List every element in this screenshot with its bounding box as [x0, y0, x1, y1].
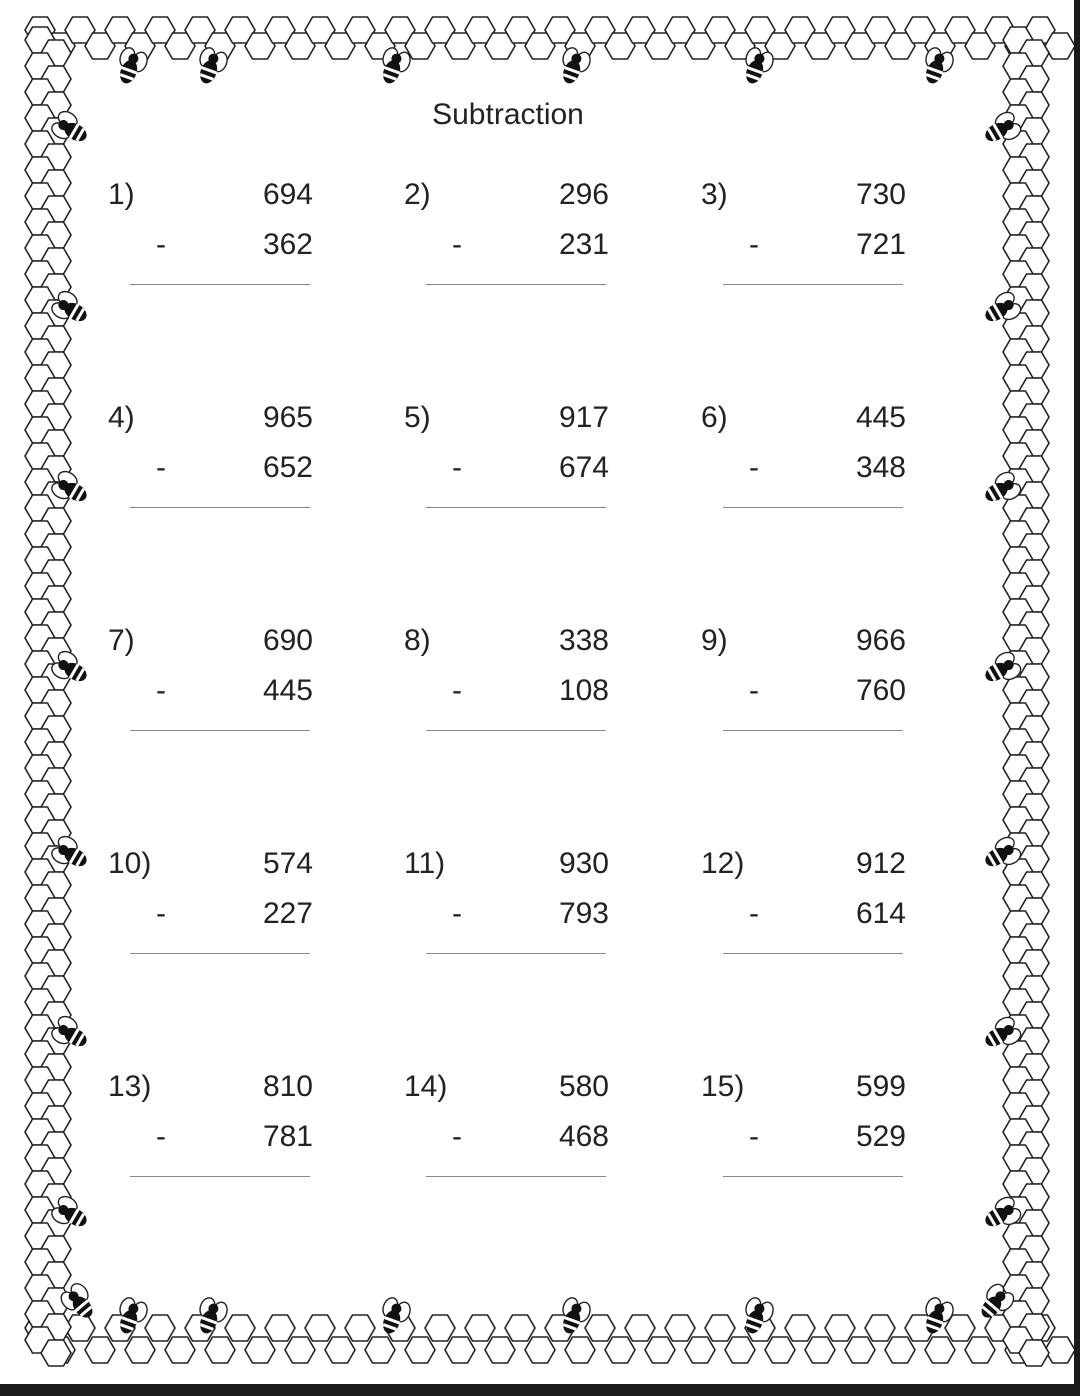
problem-number: 4): [108, 401, 135, 434]
subtraction-problem: [701, 1070, 906, 1200]
problem-number: 15): [701, 1070, 745, 1103]
minus-sign: -: [749, 1120, 759, 1153]
subtraction-problem: [404, 178, 609, 308]
minuend: 730: [855, 178, 906, 211]
hexagon-cell: [625, 1315, 655, 1341]
minus-sign: -: [156, 1120, 166, 1153]
hexagon-cell: [665, 1315, 695, 1341]
problem-number: 6): [701, 401, 728, 434]
hexagon-cell: [165, 1337, 195, 1363]
minus-sign: -: [452, 1120, 462, 1153]
subtrahend: 445: [262, 674, 313, 707]
hexagon-cell: [285, 1337, 315, 1363]
answer-line: [130, 507, 310, 508]
subtrahend: 529: [855, 1120, 906, 1153]
hexagon-cell: [805, 1337, 835, 1363]
problem-number: 14): [404, 1070, 448, 1103]
subtraction-problem: [108, 624, 313, 754]
minus-sign: -: [156, 451, 166, 484]
hexagon-cell: [425, 1315, 455, 1341]
minus-sign: -: [749, 228, 759, 261]
hexagon-cell: [645, 1337, 675, 1363]
problem-number: 13): [108, 1070, 152, 1103]
hexagon-cell: [225, 1315, 255, 1341]
minuend: 810: [262, 1070, 313, 1103]
minuend: 912: [855, 847, 906, 880]
problem-number: 7): [108, 624, 135, 657]
hexagon-cell: [125, 1337, 155, 1363]
hexagon-cell: [585, 1315, 615, 1341]
hexagon-cell: [685, 1337, 715, 1363]
subtraction-problem: [701, 624, 906, 754]
subtrahend: 652: [262, 451, 313, 484]
hexagon-cell: [725, 1337, 755, 1363]
hexagon-cell: [505, 1315, 535, 1341]
minus-sign: -: [452, 674, 462, 707]
subtraction-problem: [701, 401, 906, 531]
problem-number: 10): [108, 847, 152, 880]
answer-line: [426, 284, 606, 285]
minuend: 694: [262, 178, 313, 211]
minus-sign: -: [749, 451, 759, 484]
page-title: Subtraction: [432, 98, 584, 131]
minuend: 930: [558, 847, 609, 880]
subtrahend: 468: [558, 1120, 609, 1153]
minus-sign: -: [452, 228, 462, 261]
subtraction-problem: [701, 178, 906, 308]
subtraction-problem: [404, 1070, 609, 1200]
answer-line: [723, 1176, 903, 1177]
subtrahend: 674: [558, 451, 609, 484]
subtraction-problem: [108, 1070, 313, 1200]
problem-number: 9): [701, 624, 728, 657]
minus-sign: -: [156, 674, 166, 707]
answer-line: [723, 730, 903, 731]
subtraction-problem: [404, 624, 609, 754]
minuend: 574: [262, 847, 313, 880]
subtrahend: 781: [262, 1120, 313, 1153]
answer-line: [130, 1176, 310, 1177]
minuend: 445: [855, 401, 906, 434]
subtrahend: 793: [558, 897, 609, 930]
minuend: 965: [262, 401, 313, 434]
hexagon-cell: [1045, 1337, 1074, 1363]
hexagon-cell: [965, 1337, 995, 1363]
answer-line: [426, 953, 606, 954]
hexagon-cell: [765, 1337, 795, 1363]
subtrahend: 231: [558, 228, 609, 261]
answer-line: [426, 507, 606, 508]
problem-number: 5): [404, 401, 431, 434]
subtraction-problem: [108, 178, 313, 308]
subtraction-problem: [404, 847, 609, 977]
hexagon-cell: [145, 1315, 175, 1341]
hexagon-cell: [345, 1315, 375, 1341]
hexagon-cell: [205, 1337, 235, 1363]
hexagon-cell: [845, 1337, 875, 1363]
problem-number: 12): [701, 847, 745, 880]
minus-sign: -: [452, 451, 462, 484]
answer-line: [723, 953, 903, 954]
subtrahend: 614: [855, 897, 906, 930]
hexagon-cell: [1019, 1340, 1049, 1366]
subtraction-problem: [108, 401, 313, 531]
hexagon-cell: [325, 1337, 355, 1363]
minus-sign: -: [452, 897, 462, 930]
problem-number: 11): [404, 847, 446, 880]
minuend: 917: [558, 401, 609, 434]
subtrahend: 721: [855, 228, 906, 261]
hexagon-cell: [85, 1337, 115, 1363]
subtraction-problem: [108, 847, 313, 977]
answer-line: [130, 284, 310, 285]
hexagon-cell: [605, 1337, 635, 1363]
minus-sign: -: [749, 897, 759, 930]
subtrahend: 362: [262, 228, 313, 261]
answer-line: [426, 1176, 606, 1177]
answer-line: [723, 284, 903, 285]
hexagon-cell: [885, 1337, 915, 1363]
subtrahend: 108: [558, 674, 609, 707]
minus-sign: -: [156, 897, 166, 930]
subtrahend: 348: [855, 451, 906, 484]
minuend: 296: [558, 178, 609, 211]
problem-number: 3): [701, 178, 728, 211]
problem-number: 2): [404, 178, 431, 211]
subtrahend: 227: [262, 897, 313, 930]
hexagon-cell: [485, 1337, 515, 1363]
minuend: 599: [855, 1070, 906, 1103]
hexagon-cell: [245, 1337, 275, 1363]
answer-line: [723, 507, 903, 508]
subtraction-problem: [701, 847, 906, 977]
answer-line: [130, 730, 310, 731]
hexagon-cell: [565, 1337, 595, 1363]
minuend: 580: [558, 1070, 609, 1103]
hexagon-cell: [705, 1315, 735, 1341]
hexagon-cell: [405, 1337, 435, 1363]
hexagon-cell: [465, 1315, 495, 1341]
hexagon-cell: [785, 1315, 815, 1341]
answer-line: [130, 953, 310, 954]
hexagon-cell: [445, 1337, 475, 1363]
hexagon-cell: [41, 1340, 71, 1366]
minuend: 690: [262, 624, 313, 657]
hexagon-cell: [305, 1315, 335, 1341]
answer-line: [426, 730, 606, 731]
hexagon-cell: [525, 1337, 555, 1363]
hexagon-cell: [1045, 33, 1074, 59]
minus-sign: -: [156, 228, 166, 261]
hexagon-cell: [825, 1315, 855, 1341]
minuend: 966: [855, 624, 906, 657]
hexagon-cell: [865, 1315, 895, 1341]
minuend: 338: [558, 624, 609, 657]
problem-number: 8): [404, 624, 431, 657]
hexagon-cell: [365, 1337, 395, 1363]
hexagon-cell: [925, 1337, 955, 1363]
subtraction-problem: [404, 401, 609, 531]
problem-number: 1): [108, 178, 135, 211]
hexagon-cell: [265, 1315, 295, 1341]
minus-sign: -: [749, 674, 759, 707]
subtrahend: 760: [855, 674, 906, 707]
